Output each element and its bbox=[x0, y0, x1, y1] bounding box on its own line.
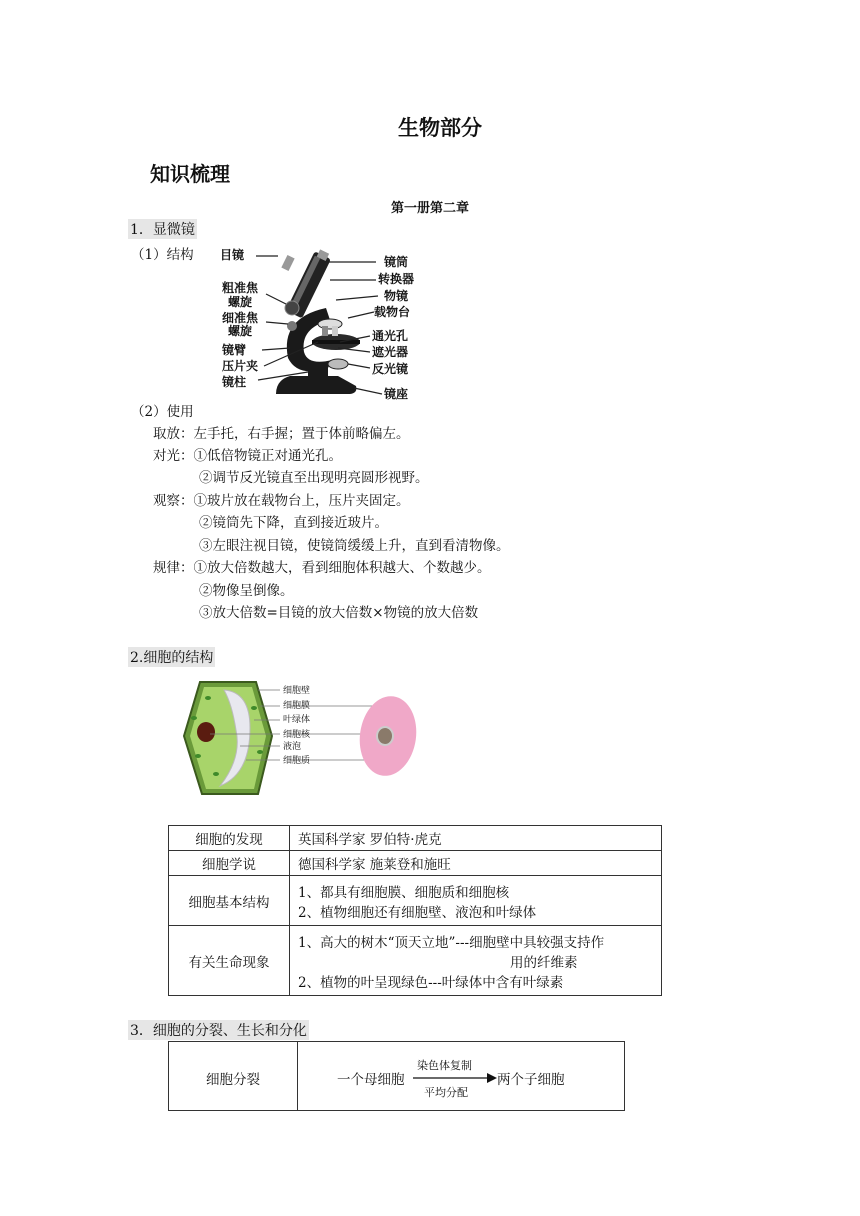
division-row-label: 细胞分裂 bbox=[206, 1072, 260, 1088]
table-row bbox=[169, 926, 662, 996]
label-tube: 镜筒 bbox=[384, 255, 409, 269]
cell-facts-table-wrap bbox=[168, 825, 662, 996]
label-arm: 镜臂 bbox=[222, 343, 247, 357]
cell-label-chloroplast: 叶绿体 bbox=[283, 715, 311, 725]
label-eyepiece: 目镜 bbox=[220, 248, 245, 262]
label-objective: 物镜 bbox=[384, 289, 409, 303]
page-title: 生物部分 bbox=[398, 116, 482, 140]
usage-line: ③放大倍数=目镜的放大倍数×物镜的放大倍数 bbox=[199, 605, 479, 621]
table-cell: 细胞的发现 bbox=[169, 826, 290, 851]
table-cell bbox=[290, 926, 662, 996]
label-pillar: 镜柱 bbox=[222, 375, 247, 389]
division-above-arrow: 染色体复制 bbox=[417, 1059, 472, 1072]
cell-label-cytoplasm: 细胞质 bbox=[283, 756, 311, 766]
label-diaphragm: 遮光器 bbox=[372, 345, 409, 359]
structure-label: （1）结构 bbox=[131, 247, 194, 263]
label-base: 镜座 bbox=[384, 387, 409, 401]
usage-line: 规律：①放大倍数越大，看到细胞体积越大、个数越少。 bbox=[153, 560, 491, 576]
section-3-heading: 3．细胞的分裂、生长和分化 bbox=[128, 1020, 309, 1040]
table-cell: 英国科学家 罗伯特·虎克 bbox=[290, 826, 662, 851]
label-aperture: 通光孔 bbox=[372, 329, 409, 343]
cell-label-wall: 细胞壁 bbox=[283, 686, 311, 696]
table-cell: 细胞基本结构 bbox=[169, 876, 290, 926]
cell-facts-table bbox=[168, 825, 662, 996]
usage-line: ②调节反光镜直至出现明亮圆形视野。 bbox=[199, 470, 429, 486]
division-from: 一个母细胞 bbox=[337, 1072, 405, 1088]
usage-line: 对光：①低倍物镜正对通光孔。 bbox=[153, 448, 342, 464]
cell-label-vacuole: 液泡 bbox=[283, 742, 302, 752]
divider bbox=[297, 1042, 298, 1110]
table-row bbox=[169, 851, 662, 876]
microscope-diagram bbox=[218, 248, 428, 404]
usage-line: 观察：①玻片放在载物台上，压片夹固定。 bbox=[153, 493, 410, 509]
cell-label-nucleus: 细胞核 bbox=[283, 730, 311, 740]
usage-line: 取放：左手托，右手握；置于体前略偏左。 bbox=[153, 426, 410, 442]
table-row bbox=[169, 826, 662, 851]
label-fine-focus-1: 细准焦 bbox=[222, 311, 259, 325]
section-2-heading: 2.细胞的结构 bbox=[128, 647, 215, 667]
cell-diagram bbox=[180, 678, 420, 798]
table-cell: 有关生命现象 bbox=[169, 926, 290, 996]
cell-division-table bbox=[168, 1041, 625, 1111]
section-subtitle: 知识梳理 bbox=[150, 162, 230, 186]
table-cell-line: 2、植物细胞还有细胞壁、液泡和叶绿体 bbox=[298, 904, 537, 921]
usage-line: ②镜筒先下降，直到接近玻片。 bbox=[199, 515, 388, 531]
label-stage: 载物台 bbox=[374, 305, 411, 319]
label-clips: 压片夹 bbox=[222, 359, 259, 373]
table-row bbox=[169, 876, 662, 926]
table-cell-line: 1、都具有细胞膜、细胞质和细胞核 bbox=[298, 884, 510, 901]
division-below-arrow: 平均分配 bbox=[424, 1086, 468, 1099]
usage-label: （2）使用 bbox=[131, 404, 194, 420]
division-to: 两个子细胞 bbox=[497, 1072, 565, 1088]
table-cell bbox=[290, 876, 662, 926]
table-cell: 德国科学家 施莱登和施旺 bbox=[290, 851, 662, 876]
cell-label-membrane: 细胞膜 bbox=[283, 701, 311, 711]
label-nosepiece: 转换器 bbox=[378, 272, 415, 286]
arrow-icon bbox=[413, 1072, 497, 1084]
chapter-heading: 第一册第二章 bbox=[390, 201, 469, 216]
label-fine-focus-2: 螺旋 bbox=[228, 324, 253, 338]
table-cell-line: 1、高大的树木“顶天立地”---细胞壁中具较强支持作 bbox=[298, 934, 605, 951]
usage-line: ③左眼注视目镜，使镜筒缓缓上升，直到看清物像。 bbox=[199, 538, 510, 554]
table-cell-line: 用的纤维素 bbox=[510, 954, 578, 971]
label-mirror: 反光镜 bbox=[372, 362, 409, 376]
usage-line: ②物像呈倒像。 bbox=[199, 583, 294, 599]
label-coarse-focus-2: 螺旋 bbox=[228, 295, 253, 309]
label-coarse-focus-1: 粗准焦 bbox=[222, 281, 259, 295]
table-cell-line: 2、植物的叶呈现绿色---叶绿体中含有叶绿素 bbox=[298, 974, 564, 991]
table-cell: 细胞学说 bbox=[169, 851, 290, 876]
section-1-heading: 1．显微镜 bbox=[128, 219, 197, 239]
